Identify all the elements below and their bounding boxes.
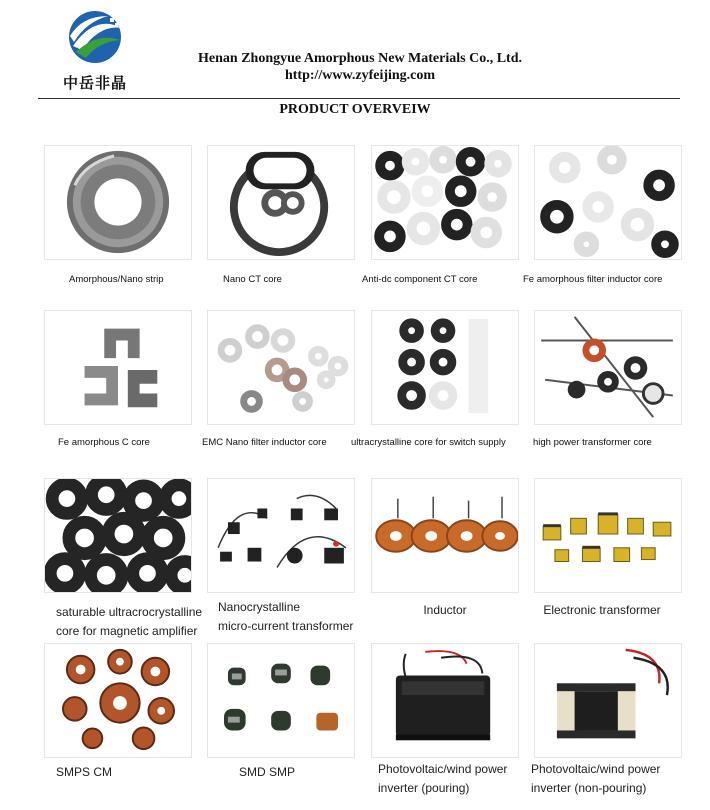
product-image-micro-current-ct[interactable] [207, 478, 355, 593]
ct-core-icon [208, 146, 354, 259]
strip-roll-icon [45, 146, 191, 259]
product-caption [56, 603, 202, 641]
product-caption: Electronic transformer [543, 603, 661, 617]
product-caption-line1: Photovoltaic/wind power [531, 762, 661, 776]
product-caption [378, 760, 507, 798]
product-image-nano-ct-core[interactable] [207, 145, 355, 260]
product-image-emc-filter-core[interactable] [207, 310, 355, 425]
inverter-non-pouring-icon [535, 644, 681, 757]
product-caption [218, 598, 353, 636]
filter-cores-icon [535, 146, 681, 259]
header-divider [38, 98, 680, 99]
emc-cores-icon [208, 311, 354, 424]
product-image-smps-cm[interactable] [44, 643, 192, 758]
inverter-pouring-icon [372, 644, 518, 757]
product-caption: high power transformer core [533, 437, 652, 448]
power-transformer-icon [535, 311, 681, 424]
electronic-transformer-icon [535, 479, 681, 592]
product-caption: SMPS CM [56, 765, 113, 779]
product-caption-line2: core for magnetic amplifier [56, 624, 198, 638]
section-title: PRODUCT OVERVEIW [279, 102, 431, 117]
product-caption-line2: inverter (pouring) [378, 781, 470, 795]
product-caption-line2: micro-current transformer [218, 619, 354, 633]
product-image-inductor[interactable] [371, 478, 519, 593]
product-caption: Inductor [423, 603, 467, 617]
product-caption-line1: saturable ultracrocrystalline [56, 605, 203, 619]
product-caption: Amorphous/Nano strip [69, 274, 164, 285]
product-caption: Fe amorphous C core [58, 437, 150, 448]
product-image-fe-c-core[interactable] [44, 310, 192, 425]
product-image-high-power-core[interactable] [534, 310, 682, 425]
product-image-amorphous-strip[interactable] [44, 145, 192, 260]
product-image-fe-filter-core[interactable] [534, 145, 682, 260]
product-image-smd-smp[interactable] [207, 643, 355, 758]
product-caption: Fe amorphous filter inductor core [523, 274, 663, 285]
product-image-pv-inverter-pouring[interactable] [371, 643, 519, 758]
toroid-cores-icon [372, 146, 518, 259]
product-image-saturable-core[interactable] [44, 478, 192, 593]
product-image-electronic-transformer[interactable] [534, 478, 682, 593]
company-logo [52, 6, 138, 94]
product-caption-line2: inverter (non-pouring) [531, 781, 647, 795]
logo-emblem-icon [52, 6, 138, 72]
product-caption: Nano CT core [223, 274, 282, 285]
product-caption: SMD SMP [238, 765, 295, 779]
product-caption: ultracrystalline core for switch supply [351, 437, 506, 448]
product-caption-line1: Nanocrystalline [218, 600, 301, 614]
company-url[interactable]: http://www.zyfeijing.com [284, 68, 436, 83]
product-caption: Anti-dc component CT core [362, 274, 478, 285]
product-caption-line1: Photovoltaic/wind power [378, 762, 508, 776]
inductor-icon [372, 479, 518, 592]
product-image-pv-inverter-non-pouring[interactable] [534, 643, 682, 758]
c-core-icon [45, 311, 191, 424]
switch-cores-icon [372, 311, 518, 424]
smd-inductor-icon [208, 644, 354, 757]
logo-text: 中岳非晶 [62, 74, 127, 92]
saturable-cores-icon [45, 479, 191, 592]
product-image-switch-supply-core[interactable] [371, 310, 519, 425]
smps-cm-icon [45, 644, 191, 757]
company-name: Henan Zhongyue Amorphous New Materials Co., Ltd. [198, 51, 522, 66]
micro-ct-icon [208, 479, 354, 592]
product-caption [531, 760, 660, 798]
product-caption: EMC Nano filter inductor core [202, 437, 327, 448]
product-image-anti-dc-ct-core[interactable] [371, 145, 519, 260]
